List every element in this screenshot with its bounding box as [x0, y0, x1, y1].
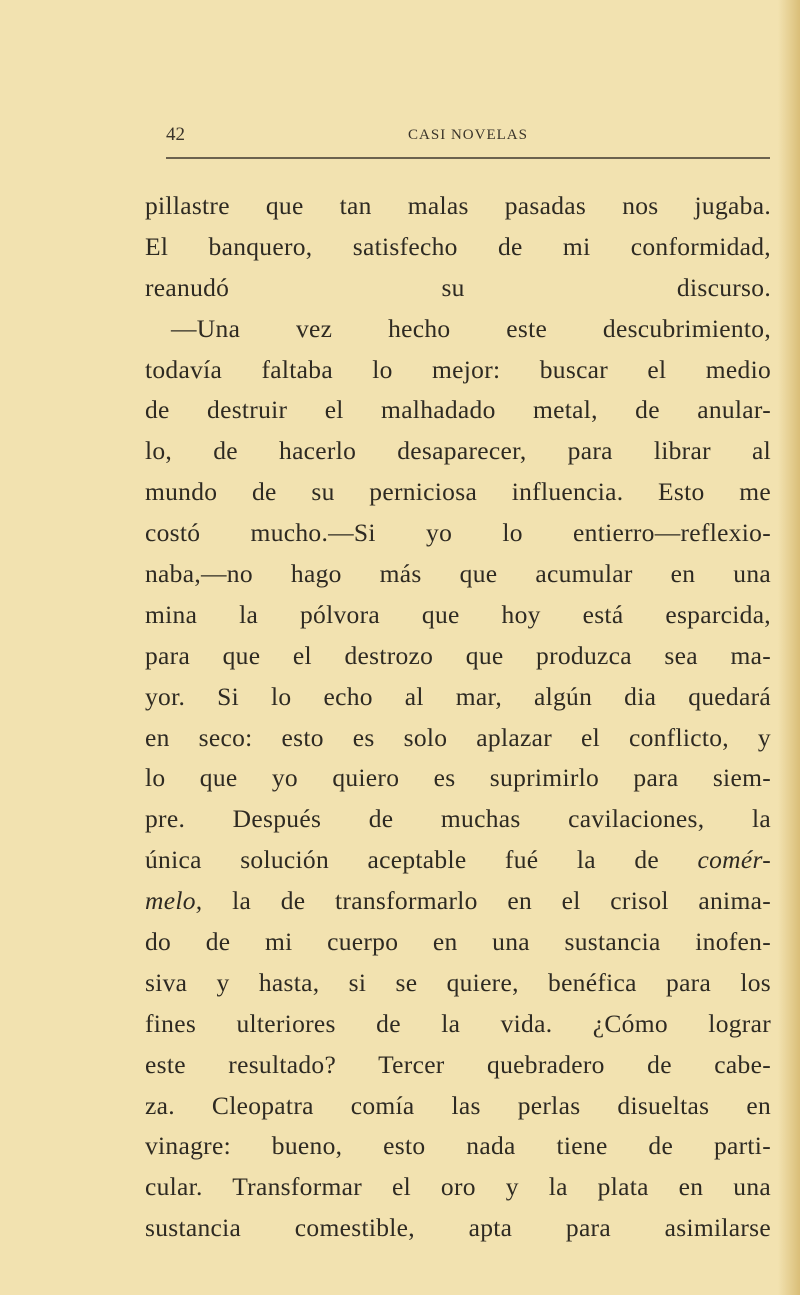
text-line [145, 1167, 771, 1208]
text-line [145, 677, 771, 718]
text-line-content: reanudó su discurso. [145, 272, 771, 302]
page-edge-shadow [778, 0, 800, 1295]
text-line [145, 227, 771, 268]
text-line [145, 1086, 771, 1127]
running-title: CASI NOVELAS [408, 127, 528, 143]
text-line [145, 799, 771, 840]
italic-text: comér- [697, 845, 771, 875]
text-line-content: naba,—no hago más que acumular en una [145, 559, 771, 589]
text-line-content: pillastre que tan malas pasadas nos jugaba. [145, 191, 771, 220]
text-line [145, 1045, 771, 1086]
text-line-content: costó mucho.—Si yo lo entierro—reflexio- [145, 518, 771, 548]
text-line-content: lo, de hacerlo desaparecer, para librar al [145, 436, 771, 466]
text-line-content: mundo de su perniciosa influencia. Esto me [145, 477, 771, 507]
text-line [145, 472, 771, 513]
text-line [145, 840, 771, 881]
page-number: 42 [166, 124, 185, 145]
text-line-content: —Una vez hecho este descubrimiento, [171, 313, 771, 343]
text-line-content: fines ulteriores de la vida. ¿Cómo lograr [145, 1008, 771, 1038]
page-header [166, 124, 770, 154]
text-line-content: lo que yo quiero es suprimirlo para siem- [145, 763, 771, 793]
text-line-content: para que el destrozo que produzca sea ma- [145, 640, 771, 670]
text-line-content: pre. Después de muchas cavilaciones, la [145, 804, 771, 834]
text-line [145, 1126, 771, 1167]
text-line [145, 1004, 771, 1045]
text-line-content: todavía faltaba lo mejor: buscar el medio [145, 354, 771, 384]
text-line [145, 268, 771, 309]
text-line [145, 922, 771, 963]
text-line-content: vinagre: bueno, esto nada tiene de parti- [145, 1131, 771, 1161]
body-text [145, 186, 771, 1249]
text-line [145, 636, 771, 677]
text-line [145, 186, 771, 227]
text-line [145, 554, 771, 595]
text-line [145, 350, 771, 391]
header-rule [166, 157, 770, 159]
text-line [145, 390, 771, 431]
text-line-content: este resultado? Tercer quebradero de cabe- [145, 1049, 771, 1079]
text-line-content: El banquero, satisfecho de mi conformidad, [145, 231, 771, 261]
text-line-content: en seco: esto es solo aplazar el conflicto, y [145, 722, 771, 752]
text-line-content: de destruir el malhadado metal, de anular- [145, 395, 771, 425]
text-line-continuation: la de transformarlo en el crisol anima- [202, 886, 771, 916]
text-line [145, 1208, 771, 1249]
text-line [145, 963, 771, 1004]
italic-text: melo, [145, 886, 203, 916]
text-line [145, 718, 771, 759]
text-line [145, 595, 771, 636]
text-line-content: do de mi cuerpo en una sustancia inofen- [145, 927, 771, 957]
text-line-content: cular. Transformar el oro y la plata en una [145, 1172, 771, 1202]
text-line [145, 513, 771, 554]
text-line [145, 309, 771, 350]
text-line-content: única solución aceptable fué la de [145, 845, 698, 875]
text-line-content: mina la pólvora que hoy está esparcida, [145, 599, 771, 629]
text-line [145, 881, 771, 922]
text-line-content: yor. Si lo echo al mar, algún dia quedará [145, 681, 771, 711]
text-line [145, 758, 771, 799]
text-line-content: za. Cleopatra comía las perlas disueltas en [145, 1090, 771, 1120]
text-line-content: siva y hasta, si se quiere, benéfica para los [145, 967, 771, 997]
text-line [145, 431, 771, 472]
text-line-content: sustancia comestible, apta para asimilarse [145, 1213, 771, 1243]
